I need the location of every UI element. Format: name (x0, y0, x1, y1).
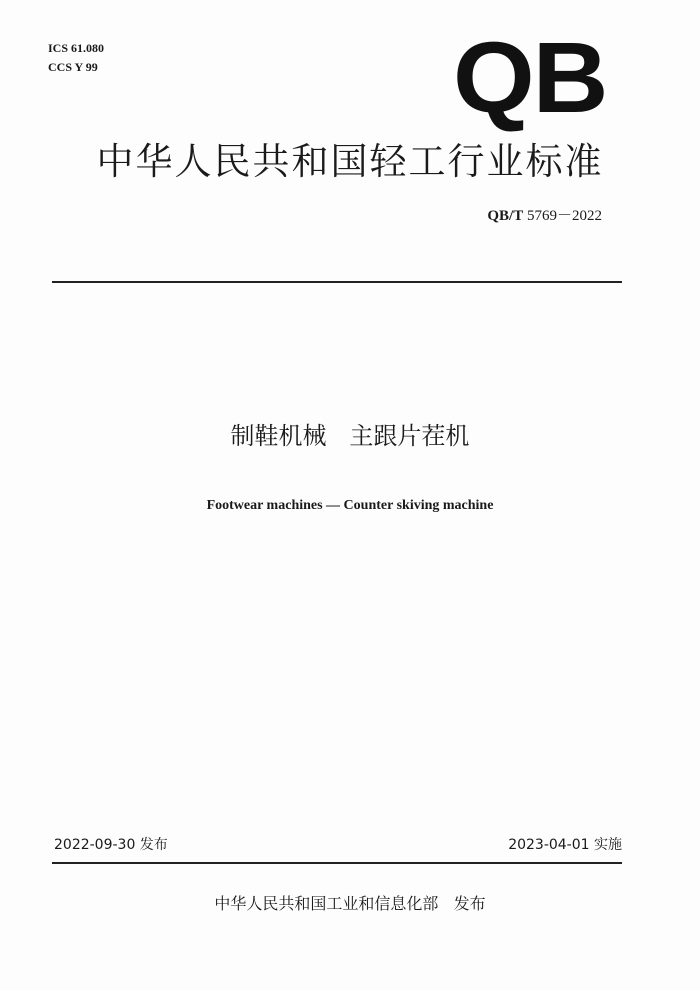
standard-number-value: 5769－2022 (523, 208, 602, 224)
standard-number (487, 207, 602, 225)
issue-date: 2022-09-30 发布 (54, 837, 168, 853)
standard-category-title: 中华人民共和国轻工行业标准 (96, 140, 604, 183)
ics-code: ICS 61.080 (48, 41, 105, 55)
effective-date: 2023-04-01 实施 (508, 837, 622, 853)
qb-logo: QB (453, 22, 607, 134)
bottom-divider (52, 862, 622, 864)
top-divider (52, 281, 622, 283)
document-title-chinese: 制鞋机械 主跟片茬机 (230, 422, 470, 450)
document-title-english: Footwear machines — Counter skiving machine (206, 498, 494, 513)
issuing-authority: 中华人民共和国工业和信息化部 发布 (214, 894, 486, 913)
ccs-code: CCS Y 99 (48, 60, 98, 74)
standard-number-prefix: QB/T (487, 208, 524, 224)
